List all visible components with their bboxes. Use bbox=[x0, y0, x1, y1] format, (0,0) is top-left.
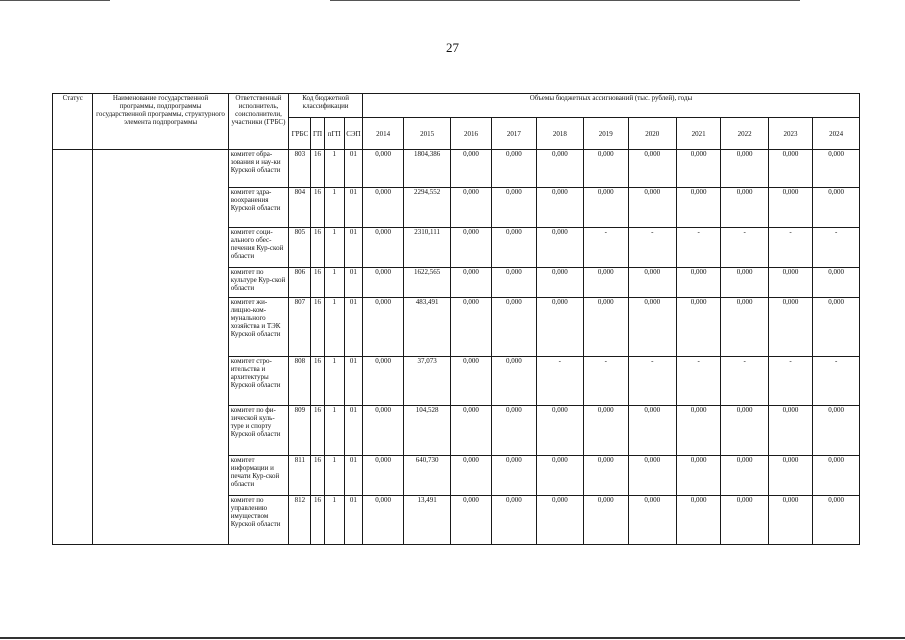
value-cell: 0,000 bbox=[450, 298, 491, 357]
value-cell: 0,000 bbox=[362, 456, 403, 496]
header-amount-group: Объемы бюджетных ассигнований (тыс. рублей), годы bbox=[362, 94, 859, 118]
value-cell: - bbox=[628, 357, 676, 406]
gp-cell: 16 bbox=[311, 188, 324, 228]
header-year-2014: 2014 bbox=[362, 118, 403, 150]
header-executor: Ответственный исполнитель, соисполнители, участники (ГРБС) bbox=[228, 94, 289, 150]
value-cell: - bbox=[584, 357, 628, 406]
value-cell: 0,000 bbox=[768, 496, 812, 545]
value-cell: 0,000 bbox=[362, 298, 403, 357]
sep-cell: 01 bbox=[344, 228, 362, 268]
value-cell: 0,000 bbox=[721, 496, 768, 545]
header-code-gp: ГП bbox=[311, 118, 324, 150]
value-cell: 0,000 bbox=[628, 496, 676, 545]
value-cell: 0,000 bbox=[362, 150, 403, 188]
status-cell bbox=[53, 150, 93, 545]
gp-cell: 16 bbox=[311, 228, 324, 268]
gp-cell: 16 bbox=[311, 298, 324, 357]
value-cell: 0,000 bbox=[450, 456, 491, 496]
value-cell: 0,000 bbox=[492, 456, 536, 496]
pgp-cell: 1 bbox=[324, 456, 344, 496]
value-cell: 0,000 bbox=[492, 228, 536, 268]
value-cell: 0,000 bbox=[676, 188, 720, 228]
value-cell: 0,000 bbox=[676, 150, 720, 188]
grbs-cell: 809 bbox=[289, 406, 311, 456]
value-cell: 0,000 bbox=[536, 268, 583, 298]
value-cell: 0,000 bbox=[584, 268, 628, 298]
value-cell: 0,000 bbox=[628, 298, 676, 357]
value-cell: 0,000 bbox=[721, 188, 768, 228]
value-cell: 0,000 bbox=[813, 268, 860, 298]
header-year-2016: 2016 bbox=[450, 118, 491, 150]
pgp-cell: 1 bbox=[324, 406, 344, 456]
header-code-grbs: ГРБС bbox=[289, 118, 311, 150]
value-cell: 0,000 bbox=[450, 188, 491, 228]
value-cell: 0,000 bbox=[768, 268, 812, 298]
value-cell: 0,000 bbox=[362, 496, 403, 545]
value-cell: 0,000 bbox=[492, 188, 536, 228]
value-cell: - bbox=[676, 228, 720, 268]
value-cell: 0,000 bbox=[768, 298, 812, 357]
value-cell: 2310,111 bbox=[404, 228, 450, 268]
gp-cell: 16 bbox=[311, 406, 324, 456]
executor-cell: комитет жи-лищно-ком-мунального хозяйства и ТЭК Курской области bbox=[228, 298, 289, 357]
value-cell: 0,000 bbox=[450, 268, 491, 298]
budget-table bbox=[52, 93, 860, 545]
value-cell: 0,000 bbox=[721, 456, 768, 496]
gp-cell: 16 bbox=[311, 150, 324, 188]
value-cell: - bbox=[813, 357, 860, 406]
value-cell: 0,000 bbox=[362, 228, 403, 268]
executor-cell: комитет соци-ального обес-печения Кур-ской области bbox=[228, 228, 289, 268]
value-cell: - bbox=[584, 228, 628, 268]
value-cell: 0,000 bbox=[584, 150, 628, 188]
value-cell: - bbox=[813, 228, 860, 268]
header-year-2021: 2021 bbox=[676, 118, 720, 150]
sep-cell: 01 bbox=[344, 357, 362, 406]
header-name: Наименование государственной программы, подпрограммы государственной программы, структурного элемента подпрограммы bbox=[93, 94, 228, 150]
pgp-cell: 1 bbox=[324, 150, 344, 188]
header-year-2015: 2015 bbox=[404, 118, 450, 150]
table-row bbox=[53, 150, 860, 188]
value-cell: 0,000 bbox=[768, 188, 812, 228]
value-cell: 37,073 bbox=[404, 357, 450, 406]
header-year-2020: 2020 bbox=[628, 118, 676, 150]
header-code-group: Код бюджетной классификации bbox=[289, 94, 363, 118]
value-cell: 0,000 bbox=[676, 496, 720, 545]
value-cell: 0,000 bbox=[628, 406, 676, 456]
sep-cell: 01 bbox=[344, 268, 362, 298]
value-cell: 0,000 bbox=[584, 298, 628, 357]
value-cell: 0,000 bbox=[362, 188, 403, 228]
pgp-cell: 1 bbox=[324, 268, 344, 298]
executor-cell: комитет по фи-зической куль-туре и спорту Курской области bbox=[228, 406, 289, 456]
value-cell: 0,000 bbox=[492, 150, 536, 188]
value-cell: 0,000 bbox=[813, 298, 860, 357]
pgp-cell: 1 bbox=[324, 188, 344, 228]
header-code-sep: СЭП bbox=[344, 118, 362, 150]
table-body bbox=[53, 150, 860, 545]
value-cell: 104,528 bbox=[404, 406, 450, 456]
value-cell: 0,000 bbox=[536, 496, 583, 545]
value-cell: 0,000 bbox=[628, 456, 676, 496]
value-cell: 0,000 bbox=[584, 188, 628, 228]
value-cell: 0,000 bbox=[628, 268, 676, 298]
executor-cell: комитет стро-ительства и архитектуры Курской области bbox=[228, 357, 289, 406]
gp-cell: 16 bbox=[311, 456, 324, 496]
value-cell: 0,000 bbox=[450, 228, 491, 268]
grbs-cell: 812 bbox=[289, 496, 311, 545]
value-cell: 0,000 bbox=[768, 406, 812, 456]
value-cell: 0,000 bbox=[450, 150, 491, 188]
scan-edge-mark bbox=[0, 0, 110, 1]
value-cell: - bbox=[676, 357, 720, 406]
header-year-2019: 2019 bbox=[584, 118, 628, 150]
sep-cell: 01 bbox=[344, 150, 362, 188]
value-cell: 0,000 bbox=[450, 496, 491, 545]
value-cell: 0,000 bbox=[676, 298, 720, 357]
value-cell: 0,000 bbox=[536, 298, 583, 357]
sep-cell: 01 bbox=[344, 456, 362, 496]
value-cell: 0,000 bbox=[676, 456, 720, 496]
value-cell: 0,000 bbox=[492, 357, 536, 406]
value-cell: 0,000 bbox=[813, 188, 860, 228]
header-year-2023: 2023 bbox=[768, 118, 812, 150]
executor-cell: комитет по управлению имуществом Курской области bbox=[228, 496, 289, 545]
value-cell: 0,000 bbox=[450, 406, 491, 456]
value-cell: 1622,565 bbox=[404, 268, 450, 298]
value-cell: 0,000 bbox=[584, 456, 628, 496]
value-cell: 0,000 bbox=[362, 406, 403, 456]
value-cell: - bbox=[628, 228, 676, 268]
value-cell: 640,730 bbox=[404, 456, 450, 496]
value-cell: 13,491 bbox=[404, 496, 450, 545]
pgp-cell: 1 bbox=[324, 357, 344, 406]
sep-cell: 01 bbox=[344, 406, 362, 456]
value-cell: 0,000 bbox=[721, 268, 768, 298]
value-cell: - bbox=[768, 228, 812, 268]
scan-edge-line bbox=[0, 637, 905, 639]
executor-cell: комитет информации и печати Кур-ской области bbox=[228, 456, 289, 496]
pgp-cell: 1 bbox=[324, 496, 344, 545]
value-cell: 0,000 bbox=[584, 496, 628, 545]
header-year-2017: 2017 bbox=[492, 118, 536, 150]
value-cell: 0,000 bbox=[362, 357, 403, 406]
value-cell: - bbox=[721, 228, 768, 268]
grbs-cell: 811 bbox=[289, 456, 311, 496]
gp-cell: 16 bbox=[311, 496, 324, 545]
value-cell: 0,000 bbox=[813, 406, 860, 456]
header-year-2024: 2024 bbox=[813, 118, 860, 150]
executor-cell: комитет по культуре Кур-ской области bbox=[228, 268, 289, 298]
value-cell: 2294,552 bbox=[404, 188, 450, 228]
sep-cell: 01 bbox=[344, 496, 362, 545]
value-cell: 0,000 bbox=[768, 456, 812, 496]
value-cell: 0,000 bbox=[536, 228, 583, 268]
sep-cell: 01 bbox=[344, 298, 362, 357]
grbs-cell: 806 bbox=[289, 268, 311, 298]
grbs-cell: 808 bbox=[289, 357, 311, 406]
value-cell: 0,000 bbox=[721, 406, 768, 456]
value-cell: 0,000 bbox=[492, 298, 536, 357]
value-cell: 0,000 bbox=[536, 406, 583, 456]
value-cell: - bbox=[536, 357, 583, 406]
value-cell: 0,000 bbox=[676, 268, 720, 298]
value-cell: 0,000 bbox=[676, 406, 720, 456]
header-year-2022: 2022 bbox=[721, 118, 768, 150]
value-cell: 0,000 bbox=[536, 188, 583, 228]
sep-cell: 01 bbox=[344, 188, 362, 228]
grbs-cell: 807 bbox=[289, 298, 311, 357]
value-cell: - bbox=[721, 357, 768, 406]
value-cell: 0,000 bbox=[768, 150, 812, 188]
pgp-cell: 1 bbox=[324, 298, 344, 357]
grbs-cell: 803 bbox=[289, 150, 311, 188]
value-cell: 1804,386 bbox=[404, 150, 450, 188]
scan-edge-mark bbox=[330, 0, 800, 1]
grbs-cell: 804 bbox=[289, 188, 311, 228]
executor-cell: комитет обра-зования и нау-ки Курской области bbox=[228, 150, 289, 188]
header-year-2018: 2018 bbox=[536, 118, 583, 150]
header-code-pgp: пГП bbox=[324, 118, 344, 150]
pgp-cell: 1 bbox=[324, 228, 344, 268]
gp-cell: 16 bbox=[311, 268, 324, 298]
gp-cell: 16 bbox=[311, 357, 324, 406]
value-cell: 0,000 bbox=[813, 496, 860, 545]
value-cell: 0,000 bbox=[536, 150, 583, 188]
value-cell: 0,000 bbox=[450, 357, 491, 406]
value-cell: 0,000 bbox=[362, 268, 403, 298]
value-cell: 0,000 bbox=[492, 496, 536, 545]
header-status: Статус bbox=[53, 94, 93, 150]
value-cell: 0,000 bbox=[721, 298, 768, 357]
value-cell: 0,000 bbox=[628, 150, 676, 188]
page-number: 27 bbox=[446, 40, 459, 55]
value-cell: 0,000 bbox=[492, 268, 536, 298]
value-cell: 0,000 bbox=[492, 406, 536, 456]
value-cell: 0,000 bbox=[813, 150, 860, 188]
executor-cell: комитет здра-воохранения Курской области bbox=[228, 188, 289, 228]
value-cell: 0,000 bbox=[536, 456, 583, 496]
grbs-cell: 805 bbox=[289, 228, 311, 268]
value-cell: 0,000 bbox=[628, 188, 676, 228]
value-cell: 483,491 bbox=[404, 298, 450, 357]
value-cell: 0,000 bbox=[584, 406, 628, 456]
value-cell: 0,000 bbox=[721, 150, 768, 188]
value-cell: 0,000 bbox=[813, 456, 860, 496]
program-name-cell bbox=[93, 150, 228, 545]
value-cell: - bbox=[768, 357, 812, 406]
